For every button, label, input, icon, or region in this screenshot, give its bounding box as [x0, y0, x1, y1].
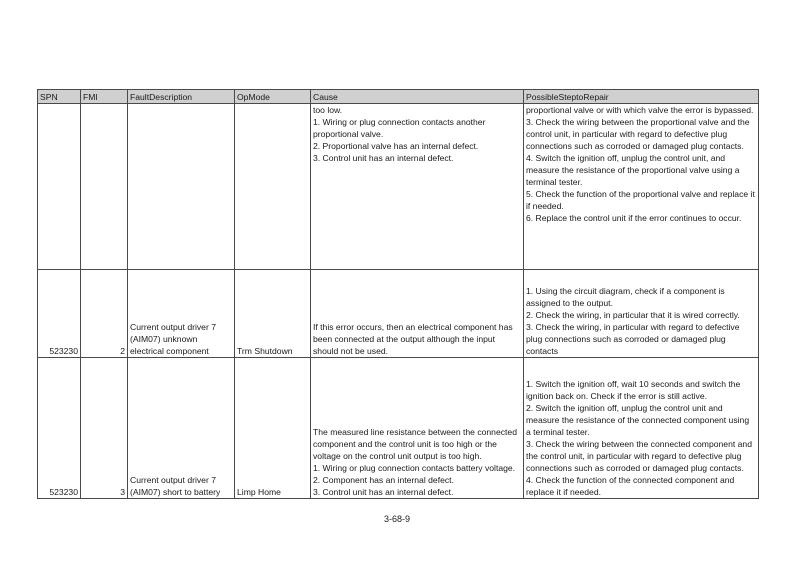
header-spn: SPN — [38, 90, 81, 104]
spn-cell: 523230 — [38, 358, 81, 499]
fault-description-cell: Current output driver 7 (AIM07) short to battery — [128, 358, 235, 499]
fmi-cell: 3 — [81, 358, 128, 499]
header-fault-description: FaultDescription — [128, 90, 235, 104]
page-number: 3-68-9 — [383, 514, 410, 524]
opmode-cell: Trm Shutdown — [235, 270, 311, 358]
cause-cell: The measured line resistance between the connected component and the control unit is too high or the voltage on the control unit output is too high. 1. Wiring or plug connection contacts battery voltage. 2. Component has an internal defect. 3. Control unit has an internal defect. — [311, 358, 524, 499]
table-row — [38, 104, 759, 270]
spn-cell — [38, 104, 81, 270]
table-row — [38, 358, 759, 499]
repair-cell: 1. Switch the ignition off, wait 10 seconds and switch the ignition back on. Check if the error is still active. 2. Switch the ignition off, unplug the control unit and measure the resistance of the connected component using a terminal tester. 3. Check the wiring between the connected component and the control unit, in particular with regard to defective plug connections such as corroded or damaged plug contacts. 4. Check the function of the connected component and replace it if needed. — [524, 358, 759, 499]
table-row — [38, 270, 759, 358]
fmi-cell — [81, 104, 128, 270]
opmode-cell: Limp Home — [235, 358, 311, 499]
repair-cell: 1. Using the circuit diagram, check if a component is assigned to the output. 2. Check the wiring, in particular that it is wired correctly. 3. Check the wiring, in particular with regard to defective plug connections such as corroded or damaged plug contacts — [524, 270, 759, 358]
fault-description-cell: Current output driver 7 (AIM07) unknown electrical component — [128, 270, 235, 358]
repair-cell: proportional valve or with which valve the error is bypassed. 3. Check the wiring between the proportional valve and the control unit, in particular with regard to defective plug connections such as corroded or damaged plug contacts. 4. Switch the ignition off, unplug the control unit, and measure the resistance of the proportional valve using a terminal tester. 5. Check the function of the proportional valve and replace it if needed. 6. Replace the control unit if the error continues to occur. — [524, 104, 759, 270]
table-header-row — [38, 90, 759, 104]
header-fmi: FMI — [81, 90, 128, 104]
header-repair: PossibleSteptoRepair — [524, 90, 759, 104]
spn-cell: 523230 — [38, 270, 81, 358]
header-opmode: OpMode — [235, 90, 311, 104]
header-cause: Cause — [311, 90, 524, 104]
cause-cell: If this error occurs, then an electrical component has been connected at the output although the input should not be used. — [311, 270, 524, 358]
cause-cell: too low. 1. Wiring or plug connection contacts another proportional valve. 2. Proportional valve has an internal defect. 3. Control unit has an internal defect. — [311, 104, 524, 270]
fmi-cell: 2 — [81, 270, 128, 358]
fault-code-table — [37, 89, 759, 499]
opmode-cell — [235, 104, 311, 270]
fault-description-cell — [128, 104, 235, 270]
